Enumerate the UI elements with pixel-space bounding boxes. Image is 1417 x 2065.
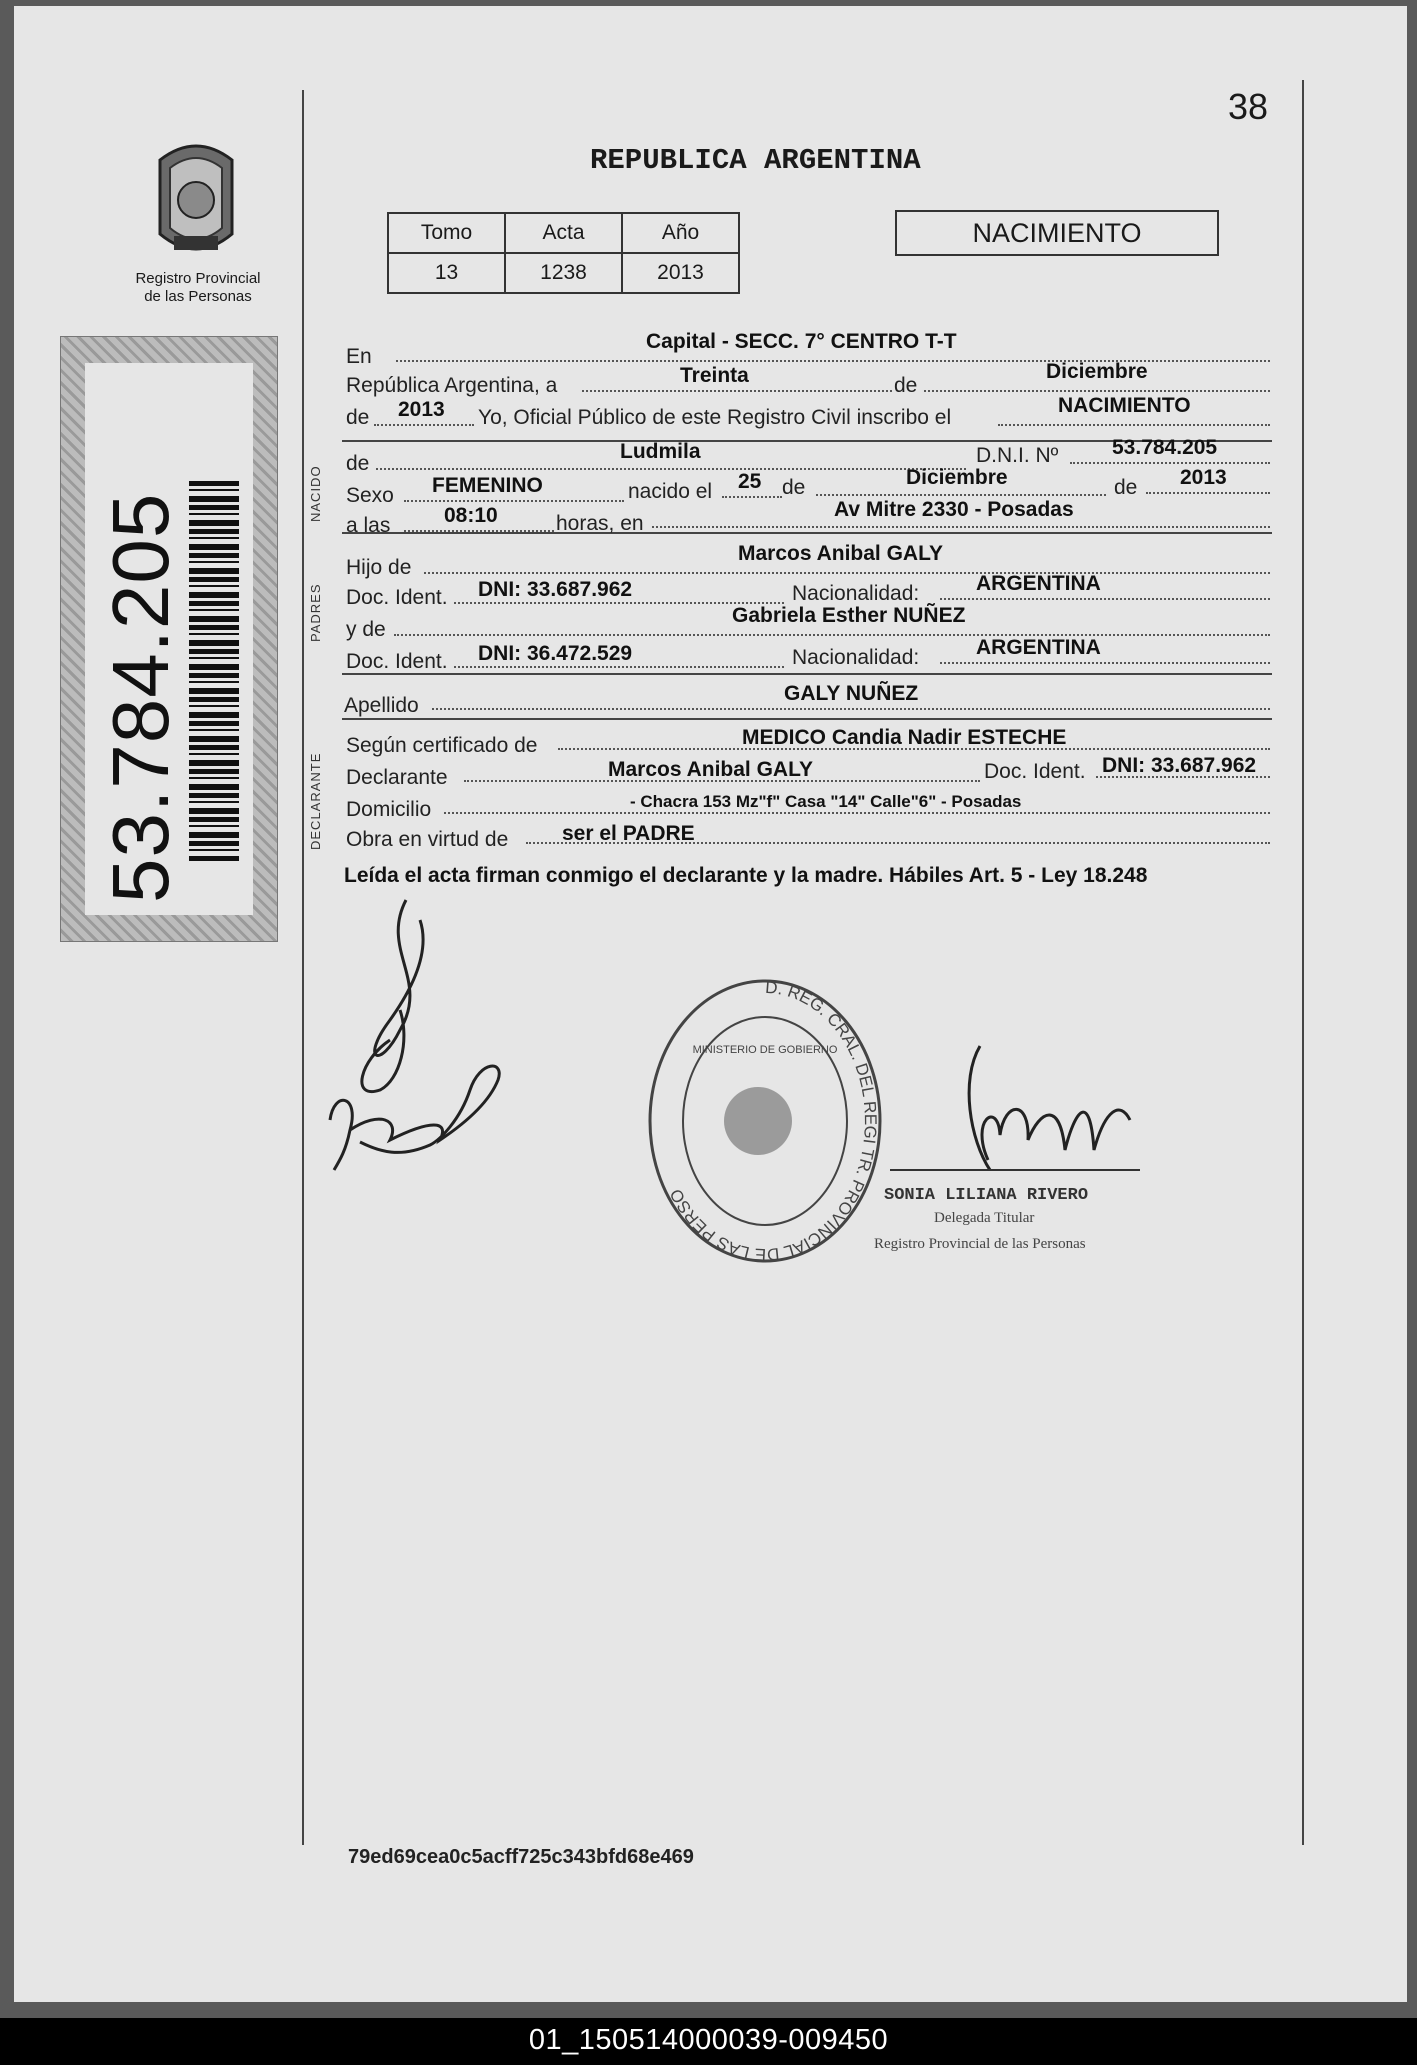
dotted-line [940, 662, 1270, 664]
value-anio: 2013 [398, 398, 445, 421]
label-nacionalidad-1: Nacionalidad: [792, 582, 920, 605]
label-segun: Según certificado de [346, 734, 538, 757]
page-number: 38 [1228, 86, 1269, 127]
label-de-5: de [1114, 476, 1138, 499]
value-nac-dia: 25 [738, 470, 762, 493]
barcode-panel [60, 336, 278, 942]
dotted-line [582, 390, 892, 392]
official-seal [640, 975, 890, 1265]
dotted-line [722, 496, 782, 498]
value-padre: Marcos Anibal GALY [738, 542, 943, 565]
value-dia-letras: Treinta [680, 364, 749, 387]
label-de-3: de [346, 452, 370, 475]
reference-table [387, 212, 740, 294]
barcode-bars [189, 481, 239, 861]
value-madre-doc: DNI: 36.472.529 [478, 642, 633, 665]
dotted-line [940, 598, 1270, 600]
value-padre-doc: DNI: 33.687.962 [478, 578, 633, 601]
province-logo [140, 138, 252, 268]
label-nacido-el: nacido el [628, 480, 713, 503]
ref-header-anio: Año [622, 213, 739, 253]
section-divider-2 [342, 532, 1272, 534]
officer-signature [880, 1040, 1160, 1180]
value-mes: Diciembre [1046, 360, 1148, 383]
right-margin-line [1302, 80, 1304, 1845]
ref-value-acta: 1238 [505, 253, 622, 293]
dotted-line [998, 424, 1270, 426]
dotted-line [424, 572, 1270, 574]
logo-caption-2: de las Personas [144, 288, 252, 305]
ref-header-tomo: Tomo [388, 213, 505, 253]
value-dni: 53.784.205 [1112, 436, 1218, 459]
label-yo-oficial: Yo, Oficial Público de este Registro Civil inscribo el [478, 406, 952, 429]
value-domicilio: - Chacra 153 Mz"f" Casa "14" Calle"6" - Posadas [630, 792, 1022, 811]
label-horas-en: horas, en [556, 512, 644, 535]
value-nac-anio: 2013 [1180, 466, 1227, 489]
dotted-line [1070, 462, 1270, 464]
label-sexo: Sexo [346, 484, 394, 507]
value-lugar-nac: Av Mitre 2330 - Posadas [834, 498, 1074, 521]
dotted-line [432, 708, 1270, 710]
label-hijo-de: Hijo de [346, 556, 412, 579]
closing-statement: Leída el acta firman conmigo el declarante y la madre. Hábiles Art. 5 - Ley 18.248 [344, 864, 1148, 887]
value-obra: ser el PADRE [562, 822, 695, 845]
value-padre-nac: ARGENTINA [976, 572, 1101, 595]
dotted-line [1146, 492, 1270, 494]
officer-office: Registro Provincial de las Personas [874, 1236, 1086, 1252]
dotted-line [652, 526, 1270, 528]
value-lugar: Capital - SECC. 7° CENTRO T-T [646, 330, 957, 353]
label-de-4: de [782, 476, 806, 499]
value-sexo: FEMENINO [432, 474, 543, 497]
dotted-line [924, 390, 1270, 392]
dotted-line [454, 666, 784, 668]
value-madre-nac: ARGENTINA [976, 636, 1101, 659]
seal-inner-text: MINISTERIO DE GOBIERNO [692, 1044, 838, 1056]
section-divider-4 [342, 718, 1272, 720]
dotted-line [404, 530, 554, 532]
section-label-declarante: DECLARANTE [308, 752, 323, 850]
doc-type-box [895, 210, 1219, 256]
label-doc-ident-1: Doc. Ident. [346, 586, 448, 609]
officer-title: Delegada Titular [934, 1210, 1035, 1226]
section-label-nacido: NACIDO [308, 465, 323, 522]
value-apellido: GALY NUÑEZ [784, 682, 919, 705]
dotted-line [374, 424, 474, 426]
label-a-las: a las [346, 514, 391, 537]
value-nac-mes: Diciembre [906, 466, 1008, 489]
label-obra: Obra en virtud de [346, 828, 509, 851]
label-de-1: de [894, 374, 918, 397]
doc-type-label: NACIMIENTO [972, 218, 1142, 248]
dotted-line [394, 634, 1270, 636]
country-title: REPUBLICA ARGENTINA [590, 144, 921, 177]
label-declarante: Declarante [346, 766, 448, 789]
value-inscripcion: NACIMIENTO [1058, 394, 1191, 417]
ref-header-acta: Acta [505, 213, 622, 253]
label-domicilio: Domicilio [346, 798, 432, 821]
dotted-line [816, 494, 1106, 496]
dotted-line [404, 500, 624, 502]
ref-value-tomo: 13 [388, 253, 505, 293]
section-label-padres: PADRES [308, 583, 323, 642]
left-margin-line [302, 90, 304, 1845]
label-doc-ident-2: Doc. Ident. [346, 650, 448, 673]
ref-value-anio: 2013 [622, 253, 739, 293]
value-madre: Gabriela Esther NUÑEZ [732, 604, 966, 627]
value-declarante: Marcos Anibal GALY [608, 758, 813, 781]
label-en: En [346, 345, 372, 368]
section-divider-3 [342, 673, 1272, 675]
label-de-2: de [346, 406, 370, 429]
label-y-de: y de [346, 618, 386, 641]
value-declarante-doc: DNI: 33.687.962 [1102, 754, 1257, 777]
scan-footer-id: 01_150514000039-009450 [528, 2024, 889, 2056]
declarant-signature [320, 890, 510, 1200]
label-apellido: Apellido [344, 694, 419, 717]
label-doc-ident-3: Doc. Ident. [984, 760, 1086, 783]
value-nombre: Ludmila [620, 440, 701, 463]
officer-name: SONIA LILIANA RIVERO [884, 1186, 1089, 1205]
logo-caption-1: Registro Provincial [135, 270, 261, 287]
dotted-line [376, 468, 966, 470]
value-certificado: MEDICO Candia Nadir ESTECHE [742, 726, 1067, 749]
label-republica: República Argentina, a [346, 374, 558, 397]
label-dni: D.N.I. Nº [976, 444, 1059, 467]
dotted-line [444, 812, 1270, 814]
label-nacionalidad-2: Nacionalidad: [792, 646, 920, 669]
document-hash: 79ed69cea0c5acff725c343bfd68e469 [348, 1846, 694, 1868]
barcode-number: 53.784.205 [96, 492, 185, 903]
seal-ring-text: D. REG. CRAL. DEL REGI TR. PROVINCIAL DE LAS PERSO [666, 977, 880, 1265]
value-hora: 08:10 [444, 504, 498, 527]
